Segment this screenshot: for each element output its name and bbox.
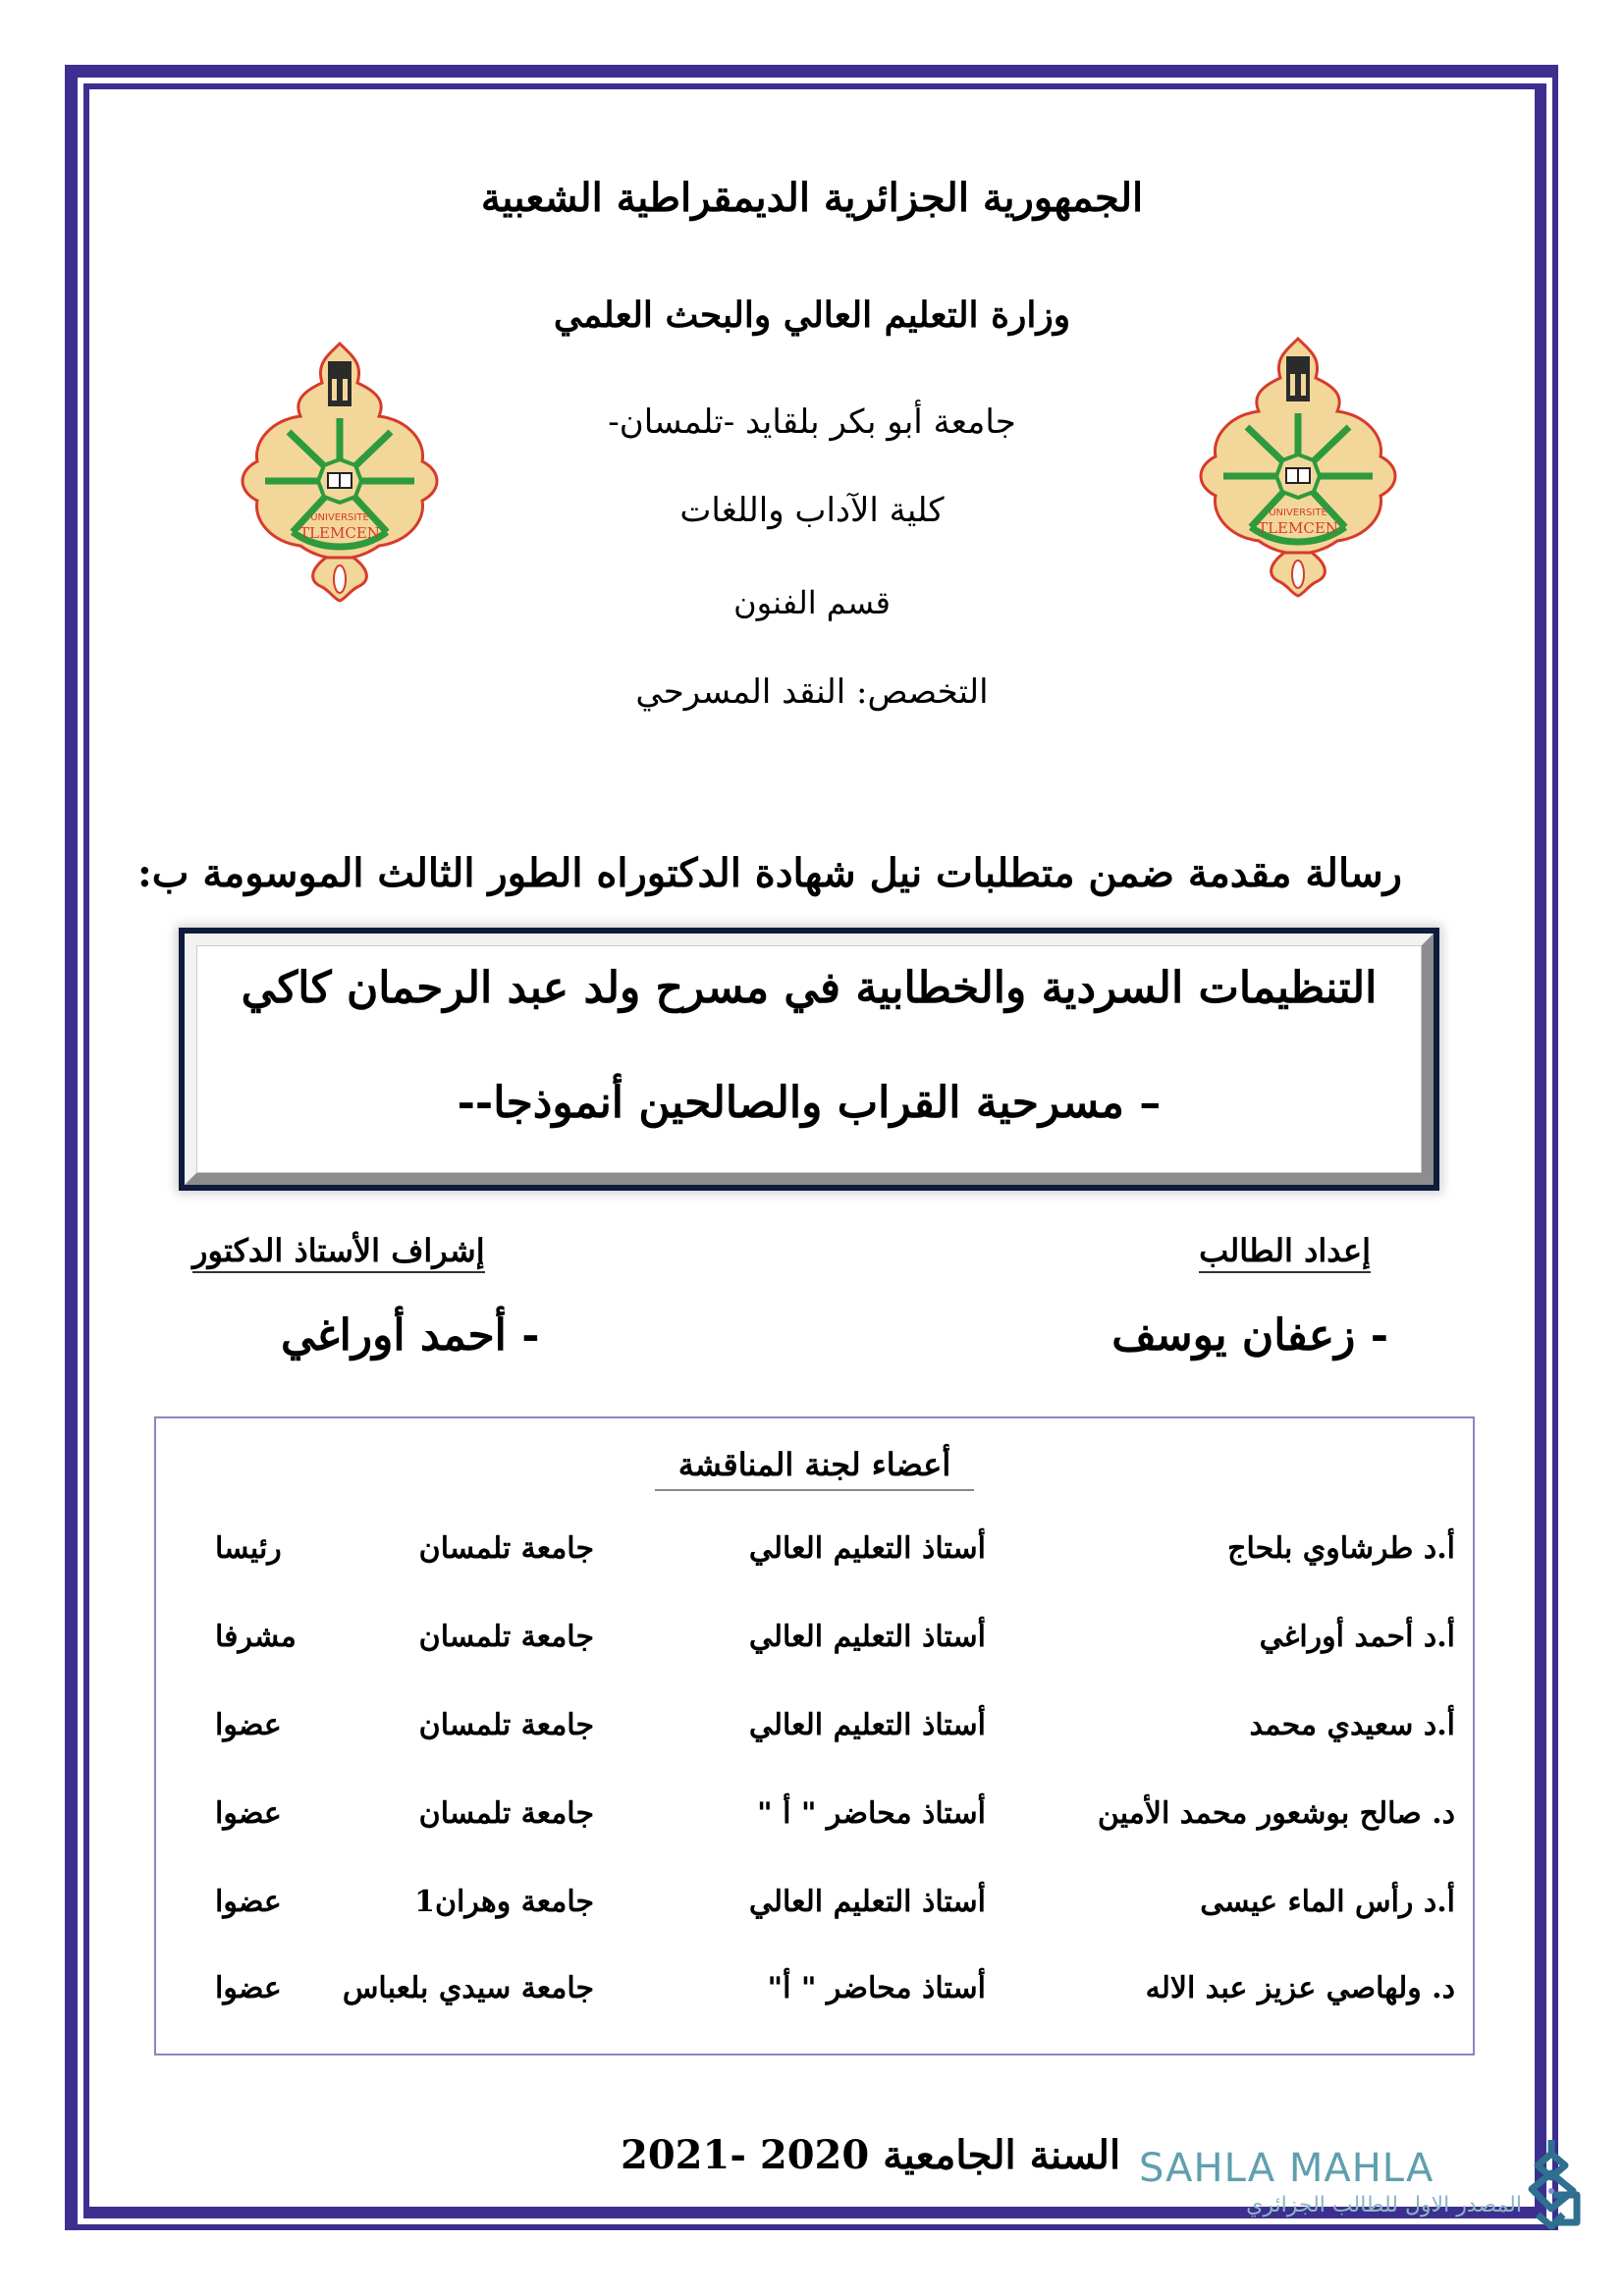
member-name: د. صالح بوشعور محمد الأمين xyxy=(1097,1796,1455,1831)
member-university: جامعة تلمسان xyxy=(418,1531,594,1566)
member-rank: أستاذ التعليم العالي xyxy=(748,1885,986,1919)
committee-row xyxy=(156,1531,1473,1590)
svg-text:TLEMCEN: TLEMCEN xyxy=(1258,519,1338,537)
member-name: أ.د سعيدي محمد xyxy=(1249,1708,1455,1742)
member-rank: أستاذ التعليم العالي xyxy=(748,1531,986,1566)
country-name: الجمهورية الجزائرية الديمقراطية الشعبية xyxy=(480,175,1144,221)
student-label: إعداد الطالب xyxy=(1199,1233,1371,1273)
member-role: عضوا xyxy=(215,1885,282,1919)
member-university: جامعة وهران1 xyxy=(414,1885,594,1919)
watermark-subtitle: المصدر الاول للطالب الجزائري xyxy=(1246,2193,1522,2217)
member-rank: أستاذ محاضر " أ " xyxy=(757,1796,986,1831)
watermark-title: SAHLA MAHLA xyxy=(1139,2146,1435,2191)
thesis-title-line-2: – مسرحية القراب والصالحين أنموذجا-- xyxy=(457,1078,1162,1128)
svg-text:TLEMCEN: TLEMCEN xyxy=(299,524,380,542)
page-border-top-outer xyxy=(65,65,1558,78)
member-rank: أستاذ التعليم العالي xyxy=(748,1620,986,1654)
committee-row xyxy=(156,1885,1473,1944)
thesis-title-box xyxy=(179,928,1439,1191)
committee-row xyxy=(156,1971,1473,2030)
svg-text:UNIVERSITE: UNIVERSITE xyxy=(310,512,369,523)
committee-row xyxy=(156,1796,1473,1855)
sahla-mahla-logo-icon xyxy=(1524,2136,1585,2230)
sahla-mahla-watermark xyxy=(1139,2146,1591,2224)
committee-box xyxy=(154,1416,1475,2056)
university-logo-icon xyxy=(1190,329,1406,599)
faculty-name: كلية الآداب واللغات xyxy=(679,491,945,530)
department-name: قسم الفنون xyxy=(733,584,891,621)
university-name: جامعة أبو بكر بلقايد -تلمسان- xyxy=(608,402,1016,442)
supervisor-name: - أحمد أوراغي xyxy=(281,1310,540,1361)
page-border-right-outer xyxy=(1552,65,1558,2230)
ministry-name: وزارة التعليم العالي والبحث العلمي xyxy=(553,294,1071,336)
member-rank: أستاذ محاضر " أ" xyxy=(767,1971,986,2005)
svg-text:UNIVERSITE: UNIVERSITE xyxy=(1269,507,1327,518)
committee-row xyxy=(156,1620,1473,1679)
member-role: مشرفا xyxy=(215,1620,297,1654)
member-role: رئيسا xyxy=(215,1531,282,1566)
academic-year: السنة الجامعية 2020 -2021 xyxy=(621,2132,1121,2178)
student-name: - زعفان يوسف xyxy=(1111,1310,1388,1361)
member-name: أ.د رأس الماء عيسى xyxy=(1200,1885,1455,1919)
member-role: عضوا xyxy=(215,1796,282,1831)
member-name: أ.د أحمد أوراغي xyxy=(1259,1620,1455,1654)
thesis-intro: رسالة مقدمة ضمن متطلبات نيل شهادة الدكتوراه الطور الثالث الموسومة ب: xyxy=(137,850,1402,896)
university-logo-icon xyxy=(232,334,448,604)
supervisor-label: إشراف الأستاذ الدكتور xyxy=(192,1233,485,1273)
committee-title: أعضاء لجنة المناقشة xyxy=(156,1446,1473,1491)
member-role: عضوا xyxy=(215,1708,282,1742)
member-name: أ.د طرشاوي بلحاج xyxy=(1227,1531,1455,1566)
member-university: جامعة تلمسان xyxy=(418,1620,594,1654)
page-border-left-outer xyxy=(65,65,78,2230)
page-border-top-inner xyxy=(83,83,1546,89)
thesis-title-line-1: التنظيمات السردية والخطابية في مسرح ولد عبد الرحمان كاكي xyxy=(241,963,1378,1013)
member-role: عضوا xyxy=(215,1971,282,2005)
committee-row xyxy=(156,1708,1473,1767)
page-border-bottom-outer xyxy=(65,2224,1558,2230)
member-rank: أستاذ التعليم العالي xyxy=(748,1708,986,1742)
specialty: التخصص: النقد المسرحي xyxy=(635,672,989,712)
member-university: جامعة تلمسان xyxy=(418,1708,594,1742)
member-university: جامعة سيدي بلعباس xyxy=(342,1971,594,2005)
member-name: د. ولهاصي عزيز عبد الاله xyxy=(1145,1971,1455,2005)
member-university: جامعة تلمسان xyxy=(418,1796,594,1831)
